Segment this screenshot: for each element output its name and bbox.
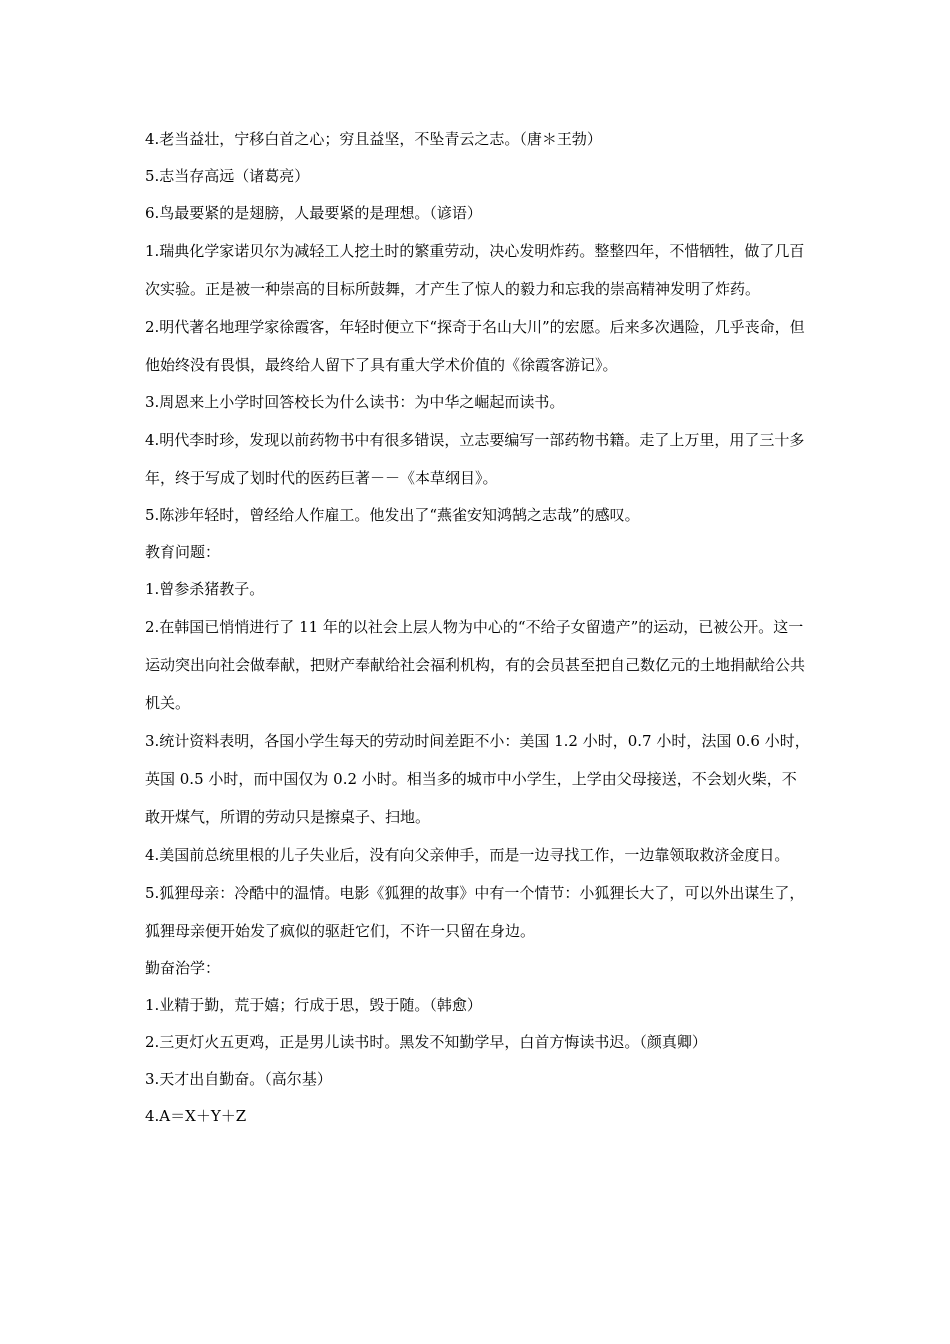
paragraph: 6.鸟最要紧的是翅膀，人最要紧的是理想。（谚语）: [145, 204, 482, 222]
paragraph: 2.明代著名地理学家徐霞客，年轻时便立下“探奇于名山大川”的宏愿。后来多次遇险，几乎丧命，但他始终没有畏惧，最终给人留下了具有重大学术价值的《徐霞客游记》。: [145, 318, 805, 374]
paragraph: 1.瑞典化学家诺贝尔为减轻工人挖土时的繁重劳动，决心发明炸药。整整四年，不惜牺牲，做了几百次实验。正是被一种崇高的目标所鼓舞，才产生了惊人的毅力和忘我的崇高精神发明了炸药。: [145, 242, 805, 298]
paragraph: 3.周恩来上小学时回答校长为什么读书：为中华之崛起而读书。: [145, 393, 565, 411]
paragraph: 5.陈涉年轻时，曾经给人作雇工。他发出了“燕雀安知鸿鹄之志哉”的感叹。: [145, 506, 640, 524]
paragraph: 3.统计资料表明，各国小学生每天的劳动时间差距不小：美国 1.2 小时，0.7 小时，法国 0.6 小时，英国 0.5 小时，而中国仅为 0.2 小时。相当多的城市中小学生，上学由父母接送，不会划火柴，不敢开煤气，所谓的劳动只是擦桌子、扫地。: [145, 732, 810, 826]
paragraph: 2.在韩国已悄悄进行了 11 年的以社会上层人物为中心的“不给子女留遗产”的运动，已被公开。这一运动突出向社会做奉献，把财产奉献给社会福利机构，有的会员甚至把自己数亿元的土地捐献给公共机关。: [145, 618, 806, 712]
paragraph: 5.志当存高远（诸葛亮）: [145, 167, 310, 185]
paragraph: 1.曾参杀猪教子。: [145, 580, 265, 598]
paragraph: 1.业精于勤，荒于嬉；行成于思，毁于随。（韩愈）: [145, 996, 482, 1014]
document-body: [145, 121, 810, 1135]
section-heading: 教育问题：: [145, 543, 221, 561]
section-heading: 勤奋治学：: [145, 959, 221, 977]
paragraph: 4.A＝X＋Y＋Z: [145, 1107, 247, 1125]
paragraph: 4.老当益壮，宁移白首之心；穷且益坚，不坠青云之志。（唐＊王勃）: [145, 130, 602, 148]
paragraph: 4.明代李时珍，发现以前药物书中有很多错误，立志要编写一部药物书籍。走了上万里，用了三十多年，终于写成了划时代的医药巨著－－《本草纲目》。: [145, 431, 805, 487]
paragraph: 4.美国前总统里根的儿子失业后，没有向父亲伸手，而是一边寻找工作，一边靠领取救济金度日。: [145, 846, 790, 864]
paragraph: 2.三更灯火五更鸡，正是男儿读书时。黑发不知勤学早，白首方悔读书迟。（颜真卿）: [145, 1033, 707, 1051]
paragraph: 5.狐狸母亲：冷酷中的温情。电影《狐狸的故事》中有一个情节：小狐狸长大了，可以外出谋生了，狐狸母亲便开始发了疯似的驱赶它们，不许一只留在身边。: [145, 884, 805, 940]
paragraph: 3.天才出自勤奋。（高尔基）: [145, 1070, 332, 1088]
